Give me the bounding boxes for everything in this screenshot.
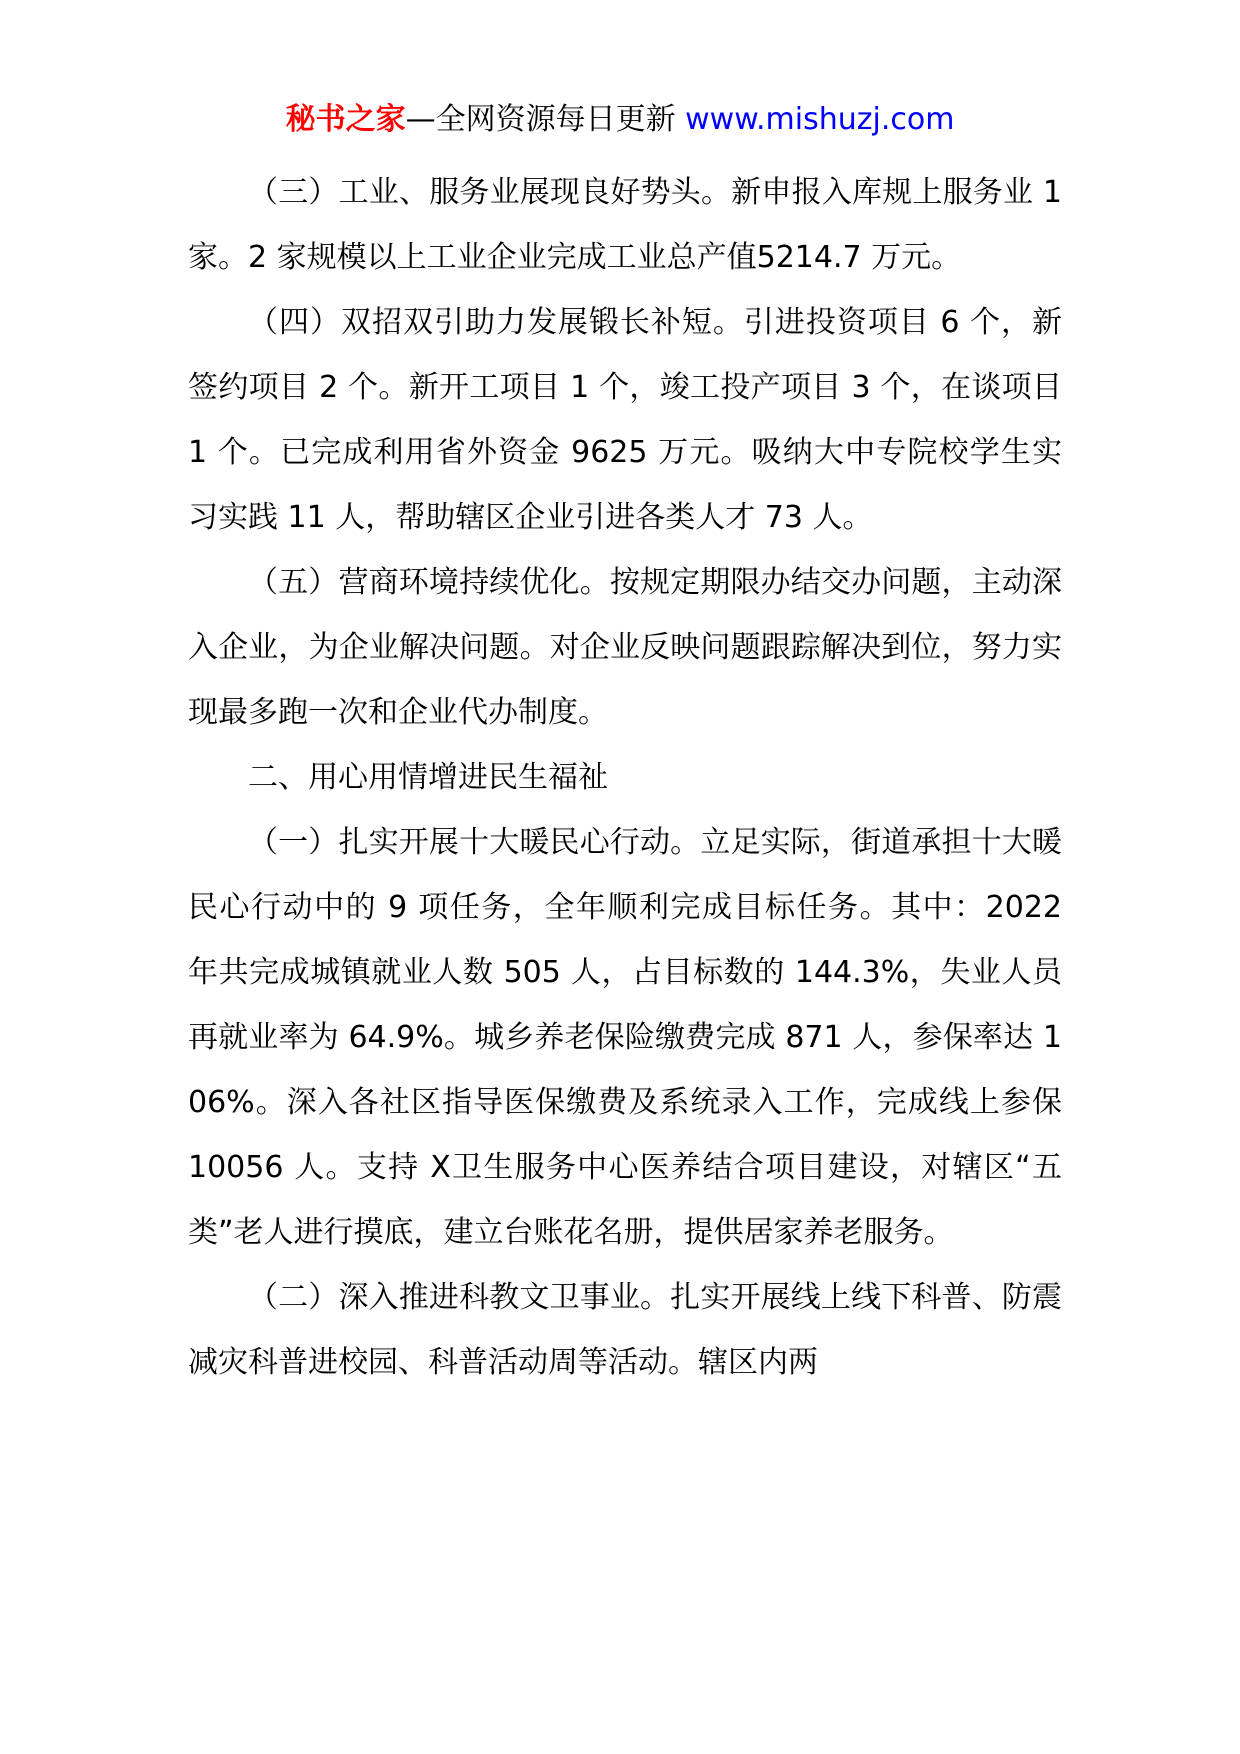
paragraph-investment: （四）双招双引助力发展锻长补短。引进投资项目 6 个，新签约项目 2 个。新开工项目 1 个，竣工投产项目 3 个，在谈项目 1 个。已完成利用省外资金 9625 万元。吸纳大中专院校学生实习实践 11 人，帮助辖区企业引进各类人才 73 人。 <box>188 305 1062 535</box>
brand-name: 秘书之家 <box>285 102 406 137</box>
site-url[interactable]: www.mishuzj.com <box>685 102 955 137</box>
section-heading-livelihood: 二、用心用情增进民生福祉 <box>248 760 608 795</box>
watermark-header <box>0 100 1240 140</box>
paragraph-warm-heart-actions: （一）扎实开展十大暖民心行动。立足实际，街道承担十大暖民心行动中的 9 项任务，全年顺利完成目标任务。其中：2022 年共完成城镇就业人数 505 人，占目标数的 144.3%，失业人员再就业率为 64.9%。城乡养老保险缴费完成 871 人，参保率达 106%。深入各社区指导医保缴费及系统录入工作，完成线上参保 10056 人。支持 X卫生服务中心医养结合项目建设，对辖区“五类”老人进行摸底，建立台账花名册，提供居家养老服务。 <box>188 825 1062 1250</box>
tagline: —全网资源每日更新 <box>405 102 676 137</box>
paragraph-business-environment: （五）营商环境持续优化。按规定期限办结交办问题，主动深入企业，为企业解决问题。对企业反映问题跟踪解决到位，努力实现最多跑一次和企业代办制度。 <box>188 565 1062 730</box>
paragraph-industry-services: （三）工业、服务业展现良好势头。新申报入库规上服务业 1 家。2 家规模以上工业企业完成工业总产值5214.7 万元。 <box>188 175 1062 275</box>
paragraph-science-education: （二）深入推进科教文卫事业。扎实开展线上线下科普、防震减灾科普进校园、科普活动周等活动。辖区内两 <box>188 1280 1062 1380</box>
document-body <box>188 160 1062 1395</box>
